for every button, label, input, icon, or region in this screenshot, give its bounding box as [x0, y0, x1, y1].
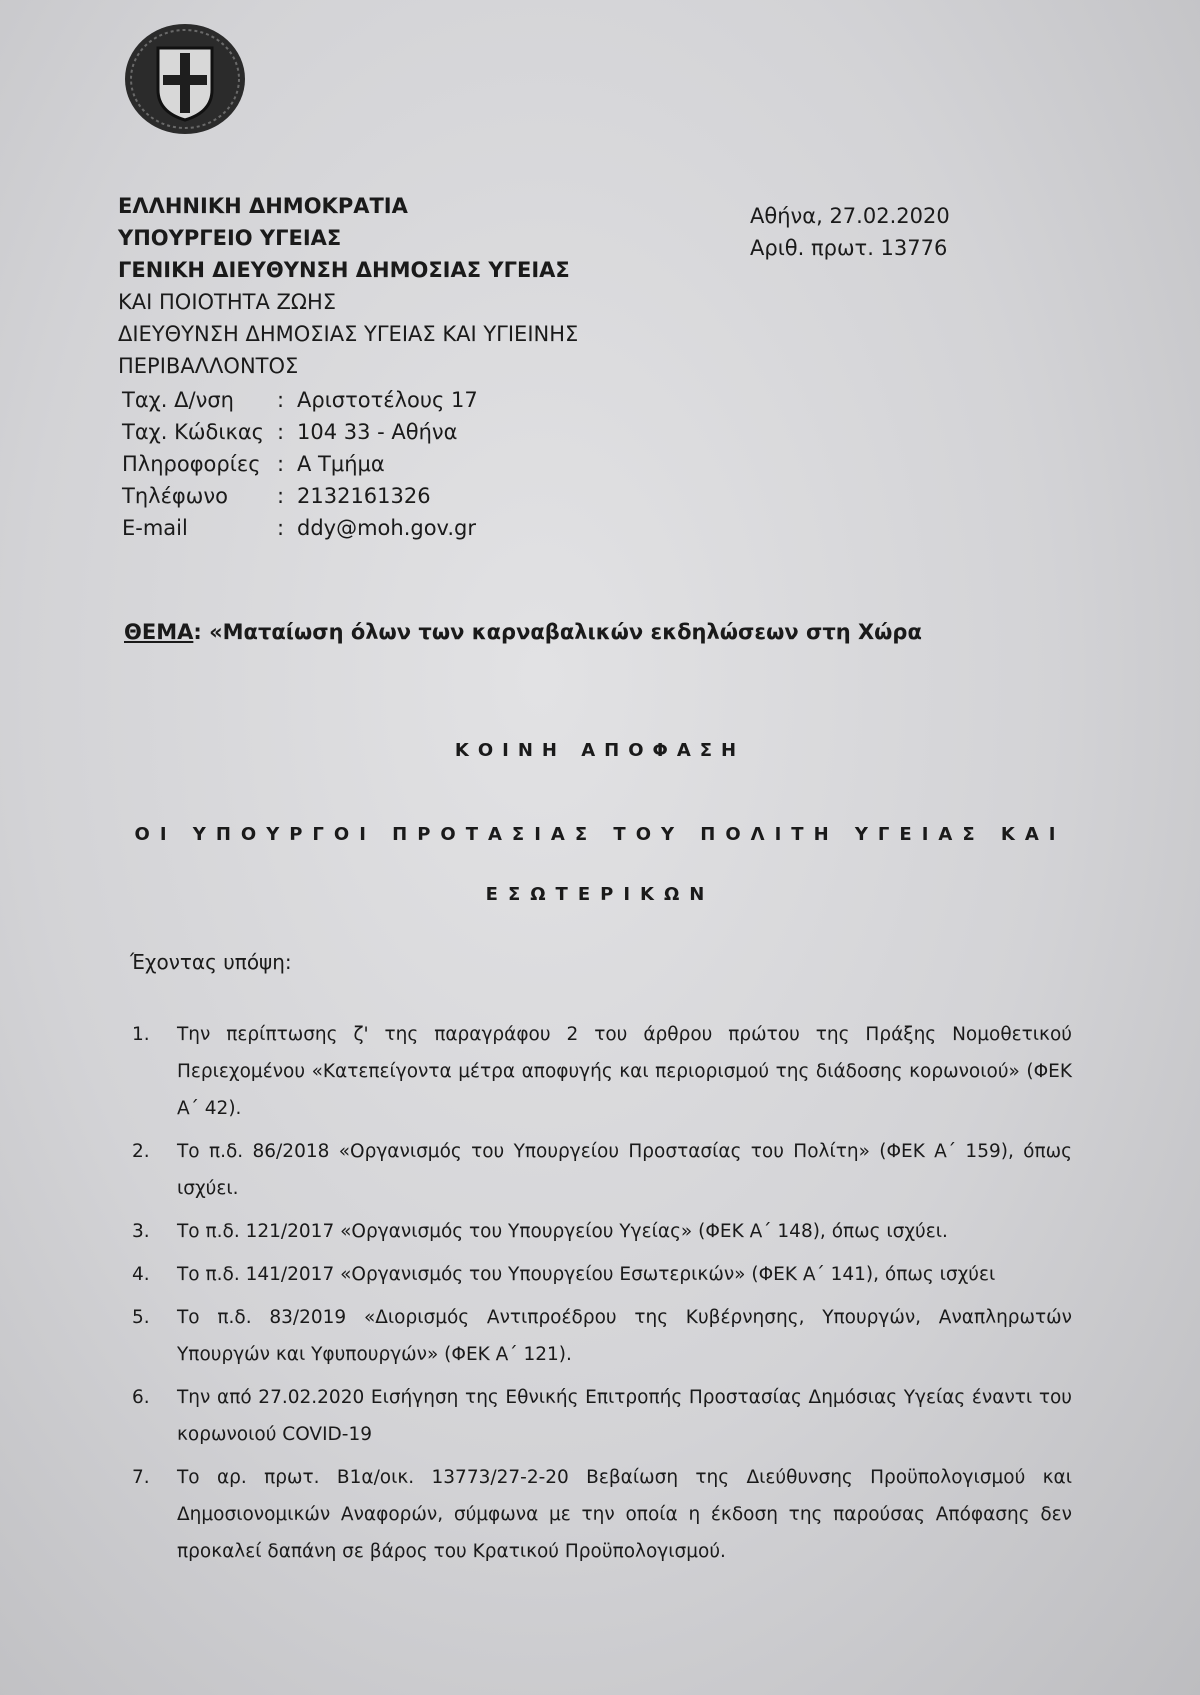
directorate-general-line-1: ΓΕΝΙΚΗ ΔΙΕΥΘΥΝΣΗ ΔΗΜΟΣΙΑΣ ΥΓΕΙΑΣ	[118, 258, 570, 282]
directorate-line-1: ΔΙΕΥΘΥΝΣΗ ΔΗΜΟΣΙΑΣ ΥΓΕΙΑΣ ΚΑΙ ΥΓΙΕΙΝΗΣ	[118, 322, 579, 346]
subject-text: : «Ματαίωση όλων των καρναβαλικών εκδηλώσεων στη Χώρα	[193, 620, 922, 644]
contact-label: Πληροφορίες	[122, 452, 261, 476]
contact-row	[122, 384, 478, 416]
contact-value: 104 33 - Αθήνα	[297, 420, 458, 444]
contact-row	[122, 512, 478, 544]
directorate-line-2: ΠΕΡΙΒΑΛΛΟΝΤΟΣ	[118, 354, 299, 378]
item-number: 7.	[132, 1467, 150, 1488]
directorate-general-line-2: ΚΑΙ ΠΟΙΟΤΗΤΑ ΖΩΗΣ	[118, 290, 337, 314]
contact-separator: :	[277, 388, 285, 412]
list-item	[132, 1213, 1072, 1250]
contact-separator: :	[277, 484, 285, 508]
contact-label: Τηλέφωνο	[122, 484, 228, 508]
contact-row	[122, 416, 478, 448]
contact-label: Ταχ. Δ/νση	[122, 388, 234, 412]
list-item	[132, 1379, 1072, 1453]
contact-label: E-mail	[122, 516, 188, 540]
place-date: Αθήνα, 27.02.2020	[750, 204, 950, 228]
item-number: 5.	[132, 1307, 150, 1328]
item-number: 1.	[132, 1024, 150, 1045]
item-text: Το π.δ. 121/2017 «Οργανισμός του Υπουργείου Υγείας» (ΦΕΚ Α΄ 148), όπως ισχύει.	[177, 1221, 948, 1242]
decision-title: ΚΟΙΝΗ ΑΠΟΦΑΣΗ	[454, 740, 746, 761]
considerations-intro: Έχοντας υπόψη:	[130, 950, 292, 974]
ministers-title: ΟΙ ΥΠΟΥΡΓΟΙ ΠΡΟΤΑΣΙΑΣ ΤΟΥ ΠΟΛΙΤΗ ΥΓΕΙΑΣ ΚΑΙ ΕΣΩΤΕΡΙΚΩΝ	[134, 824, 1066, 905]
contact-separator: :	[277, 420, 285, 444]
contact-separator: :	[277, 516, 285, 540]
item-text: Το π.δ. 86/2018 «Οργανισμός του Υπουργείου Προστασίας του Πολίτη» (ΦΕΚ Α΄ 159), όπως ισχύει.	[177, 1141, 1072, 1199]
issuer-block	[118, 190, 678, 382]
list-item	[132, 1016, 1072, 1127]
contact-separator: :	[277, 452, 285, 476]
list-item	[132, 1256, 1072, 1293]
item-number: 6.	[132, 1387, 150, 1408]
contact-details	[122, 384, 478, 544]
item-text: Την περίπτωσης ζ' της παραγράφου 2 του άρθρου πρώτου της Πράξης Νομοθετικού Περιεχομένου «Κατεπείγοντα μέτρα αποφυγής και περιορισμού της διάδοσης κορωνοιού» (ΦΕΚ Α΄ 42).	[177, 1024, 1072, 1119]
contact-email: ddy@moh.gov.gr	[297, 516, 476, 540]
list-item	[132, 1459, 1072, 1570]
item-text: Την από 27.02.2020 Εισήγηση της Εθνικής Επιτροπής Προστασίας Δημόσιας Υγείας έναντι του κορωνοιού COVID-19	[177, 1387, 1072, 1445]
item-text: Το π.δ. 83/2019 «Διορισμός Αντιπροέδρου της Κυβέρνησης, Υπουργών, Αναπληρωτών Υπουργών και Υφυπουργών» (ΦΕΚ Α΄ 121).	[177, 1307, 1072, 1365]
item-number: 4.	[132, 1264, 150, 1285]
contact-value: Αριστοτέλους 17	[297, 388, 478, 412]
item-text: Το π.δ. 141/2017 «Οργανισμός του Υπουργείου Εσωτερικών» (ΦΕΚ Α΄ 141), όπως ισχύει	[177, 1264, 996, 1285]
contact-row	[122, 480, 478, 512]
contact-row	[122, 448, 478, 480]
item-number: 3.	[132, 1221, 150, 1242]
list-item	[132, 1133, 1072, 1207]
date-protocol-block	[750, 200, 950, 264]
contact-value: Α Τμήμα	[297, 452, 385, 476]
item-number: 2.	[132, 1141, 150, 1162]
greek-state-emblem	[120, 20, 250, 138]
country-name: ΕΛΛΗΝΙΚΗ ΔΗΜΟΚΡΑΤΙΑ	[118, 194, 408, 218]
considerations-list	[132, 1016, 1072, 1576]
ministry-name: ΥΠΟΥΡΓΕΙΟ ΥΓΕΙΑΣ	[118, 226, 342, 250]
list-item	[132, 1299, 1072, 1373]
item-text: Το αρ. πρωτ. Β1α/οικ. 13773/27-2-20 Βεβαίωση της Διεύθυνσης Προϋπολογισμού και Δημοσιονομικών Αναφορών, σύμφωνα με την οποία η έκδοση της παρούσας Απόφασης δεν προκαλεί δαπάνη σε βάρος του Κρατικού Προϋπολογισμού.	[177, 1467, 1072, 1562]
subject-line	[124, 620, 922, 644]
contact-value: 2132161326	[297, 484, 431, 508]
subject-label: ΘΕΜΑ	[124, 620, 194, 644]
contact-label: Ταχ. Κώδικας	[122, 420, 265, 444]
protocol-number: Αριθ. πρωτ. 13776	[750, 236, 948, 260]
